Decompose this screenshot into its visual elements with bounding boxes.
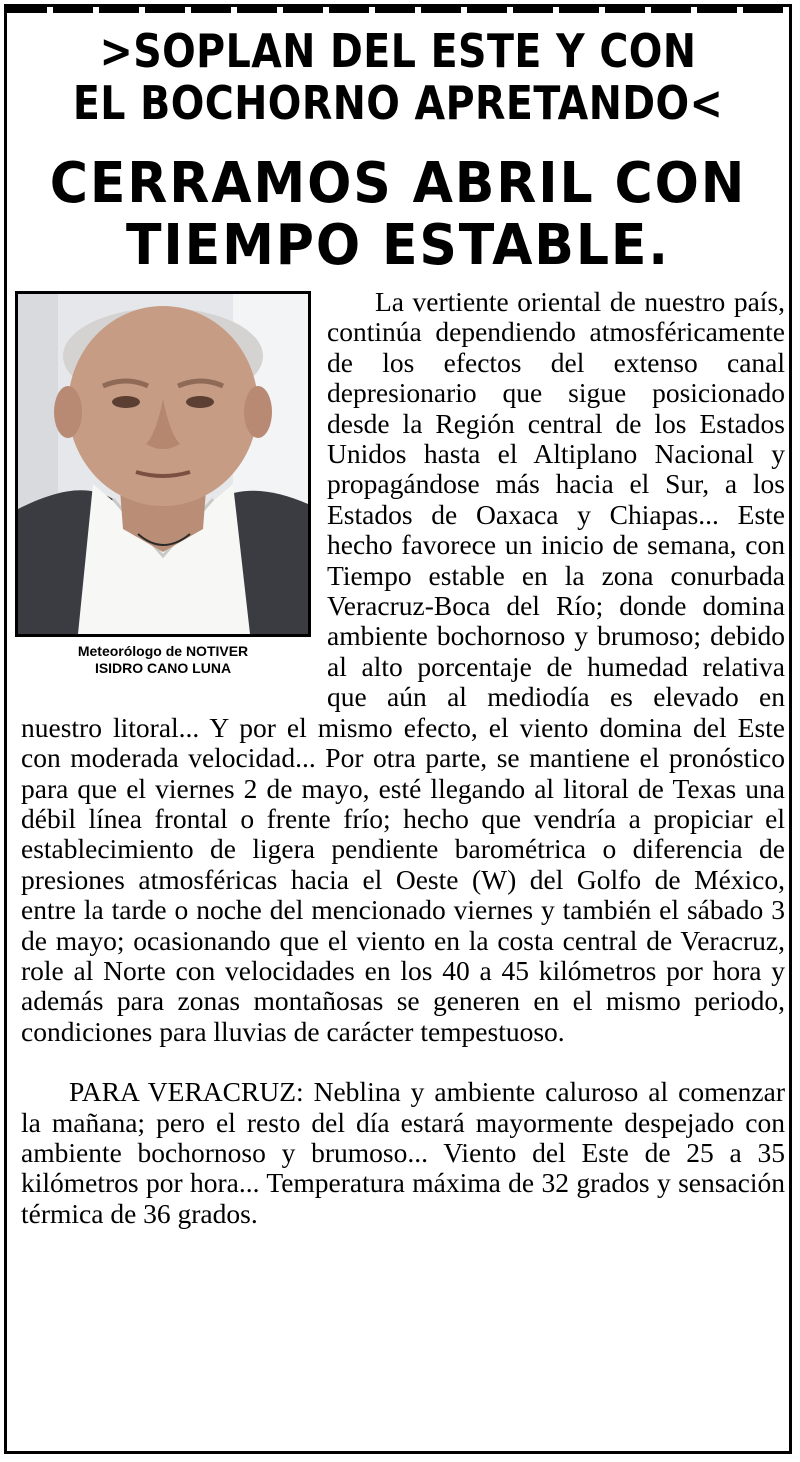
article-frame (4, 4, 792, 1454)
caption-author-name: ISIDRO CANO LUNA (94, 660, 232, 676)
photo-wrap-spacer (21, 287, 327, 692)
kicker-headline (62, 25, 735, 129)
body-paragraph-2: PARA VERACRUZ: Neblina y ambiente caluroso al comenzar la mañana; pero el resto del día estará mayormente despejado con ambiente bochornoso y brumoso... Viento del Este de 25 a 35 kilómetros por hora... Temperatura máxima de 32 grados y sensación térmica de 36 grados. (21, 1076, 785, 1229)
caption-title: Meteorólogo de NOTIVER (77, 643, 249, 659)
kicker-line-2: EL BOCHORNO APRETANDO< (72, 76, 724, 130)
body-paragraph-1: La vertiente oriental de nuestro país, continúa dependiendo atmosféricamente de los efectos del extenso canal depresionario que sigue posicionado desde la Región central de los Estados Unidos hasta el Altiplano Nacional y propagándose más hacia el Sur, a los Estados de Oaxaca y Chiapas... Este hecho favorece un inicio de semana, con Tiempo estable en la zona conurbada Veracruz-Boca del Río; donde domina ambiente bochornoso y brumoso; debido al alto porcentaje de humedad relativa que aún al mediodía es elevado en nuestro litoral... Y por el mismo efecto, el viento domina del Este con moderada velocidad... Por otra parte, se mantiene el pronóstico para que el viernes 2 de mayo, esté llegando al litoral de Texas una débil línea frontal o frente frío; hecho que vendría a propiciar el establecimiento de ligera pendiente barométrica o diferencia de presiones atmosféricas hacia el Oeste (W) del Golfo de México, entre la tarde o noche del mencionado viernes y también el sábado 3 de mayo; ocasionando que el viento en la costa central de Veracruz, role al Norte con velocidades en los 40 a 45 kilómetros por hora y además para zonas montañosas se generen en el mismo periodo, condiciones para lluvias de carácter tempestuoso. (21, 286, 785, 1047)
top-rule-divider (7, 7, 789, 13)
kicker-line-1: >SOPLAN DEL ESTE Y CON (99, 24, 697, 78)
headline-line-1: CERRAMOS ABRIL CON (49, 151, 747, 216)
main-headline (34, 153, 761, 277)
article-body (21, 287, 785, 1229)
headline-line-2: TIEMPO ESTABLE. (126, 213, 670, 278)
